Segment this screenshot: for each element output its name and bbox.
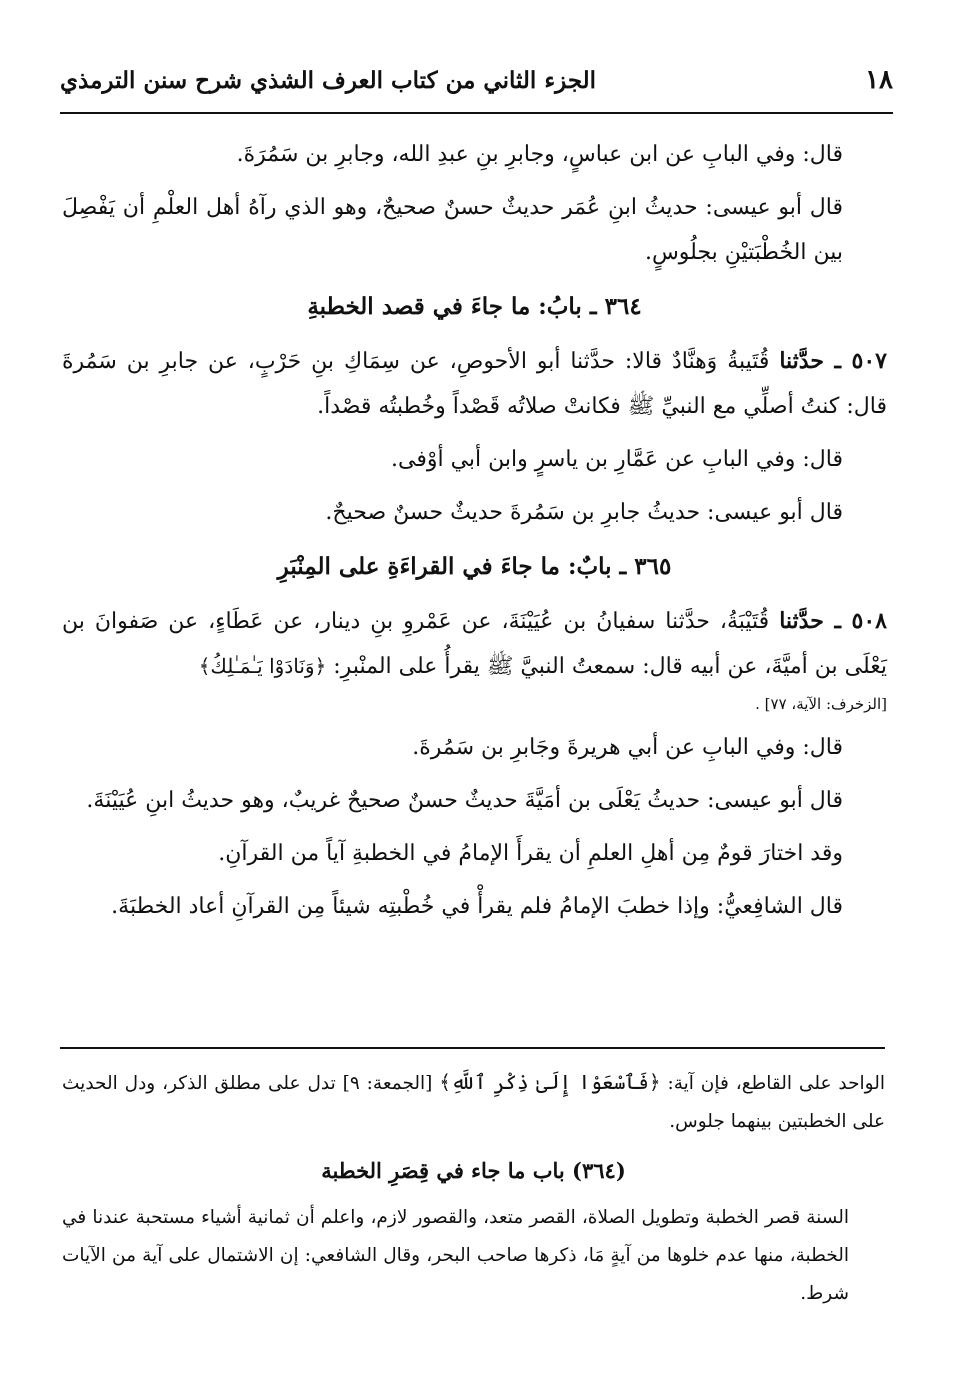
footnotes [62,1063,885,1319]
chapter-number: ٣٦٤ ـ [589,293,642,320]
quran-quote: ﴿وَنَادَوْا يَـٰمَـٰلِكُ﴾ [198,654,327,678]
page-header [60,58,893,102]
footnote-paragraph [62,1063,885,1141]
hadith-lead: ٥٠٧ ـ حدَّثنا [779,348,887,374]
header-divider [60,112,893,114]
hadith-text: قُتَيْبَةُ، حدَّثنا سفيانُ بن عُيَيْنَةَ، عن عَمْروِ بنِ دينار، عن عَطَاءٍ، عن صَفوانَ بن يَعْلَى بن أميَّةَ، عن أبيه قال: سمعتُ النبيَّ ﷺ يقرأُ على المنْبرِ: [62,609,887,679]
hadith-paragraph-507 [62,339,887,429]
chapter-heading-364 [62,283,887,331]
running-title: الجزء الثاني من كتاب العرف الشذي شرح سنن الترمذي [60,66,597,94]
hadith-paragraph-508 [62,599,887,689]
paragraph: قال: وفي البابِ عن عَمَّارِ بن ياسرٍ وابن أبي أوْفى. [391,447,843,472]
quran-quote: ﴿فَٱسْعَوْا إِلَىٰ ذِكْرِ ٱللَّهِ﴾ [439,1070,661,1094]
paragraph: قال أبو عيسى: حديثُ يَعْلَى بن أمَيَّةَ حديثٌ حسنٌ صحيحٌ غريبٌ، وهو حديثُ ابنِ عُيَيْنَةَ. [86,788,843,813]
paragraph: قال الشافِعيُّ: وإذا خطبَ الإمامُ فلم يقرأْ في خُطْبتِه شيئاً مِن القرآنِ أعاد الخطبَةَ. [111,894,843,919]
chapter-title: بابُ: ما جاءَ في قصد الخطبةِ [307,293,582,320]
hadith-lead: ٥٠٨ ـ حدَّثنا [779,608,887,634]
paragraph: قال أبو عيسى: حديثُ جابرِ بن سَمُرةَ حديثٌ حسنٌ صحيحٌ. [325,500,843,525]
footnote-paragraph: السنة قصر الخطبة وتطويل الصلاة، القصر متعد، والقصور لازم، واعلم أن ثمانية أشياء مستحبة عندنا في الخطبة، منها عدم خلوها من آيةٍ مَا، ذكرها صاحب البحر، وقال الشافعي: إن الاشتمال على آية من الآيات شرط. [62,1207,849,1304]
paragraph: وقد اختارَ قومٌ مِن أهلِ العلمِ أن يقرأَ الإمامُ في الخطبةِ آياً من القرآنِ. [218,841,843,866]
page-number: ١٨ [865,65,893,95]
footnote-heading: (٣٦٤) باب ما جاء في قِصَرِ الخطبة [321,1158,626,1183]
main-text [62,132,887,937]
verse-reference: [الزخرف: الآية، ٧٧] . [755,695,887,713]
chapter-heading-365 [62,543,887,591]
footnote-text: الواحد على القاطع، فإن آية: [667,1073,886,1094]
hadith-text: قُتَيبةُ وَهنَّادٌ قالا: حدَّثنا أبو الأحوصِ، عن سِمَاكِ بنِ حَرْبٍ، عن جابرِ بن سَمُرةَ قال: كنتُ أصلِّي مع النبيِّ ﷺ فكانتْ صلاتُه قَصْداً وخُطبتُه قصْداً. [62,349,887,419]
paragraph: قال: وفي البابِ عن أبي هريرةَ وجَابرِ بن سَمُرةَ. [412,735,843,760]
chapter-number: ٣٦٥ ـ [619,553,672,580]
paragraph: قال: وفي البابِ عن ابن عباسٍ، وجابرِ بنِ عبدِ الله، وجابرِ بن سَمُرَةَ. [236,142,843,167]
chapter-title: بابٌ: ما جاءَ في القراءَةِ على المِنْبَرِ [277,553,612,580]
footnote-divider [60,1047,885,1049]
footnote-text: [الجمعة: ٩] تدل على مطلق الذكر، ودل الحديث على الخطبتين بينهما جلوس. [62,1073,885,1132]
paragraph: قال أبو عيسى: حديثُ ابنِ عُمَر حديثٌ حسنٌ صحيحٌ، وهو الذي رآهُ أهل العلْمِ أن يَفْصِلَ بين الخُطْبَتيْنِ بجلُوسٍ. [62,195,843,265]
